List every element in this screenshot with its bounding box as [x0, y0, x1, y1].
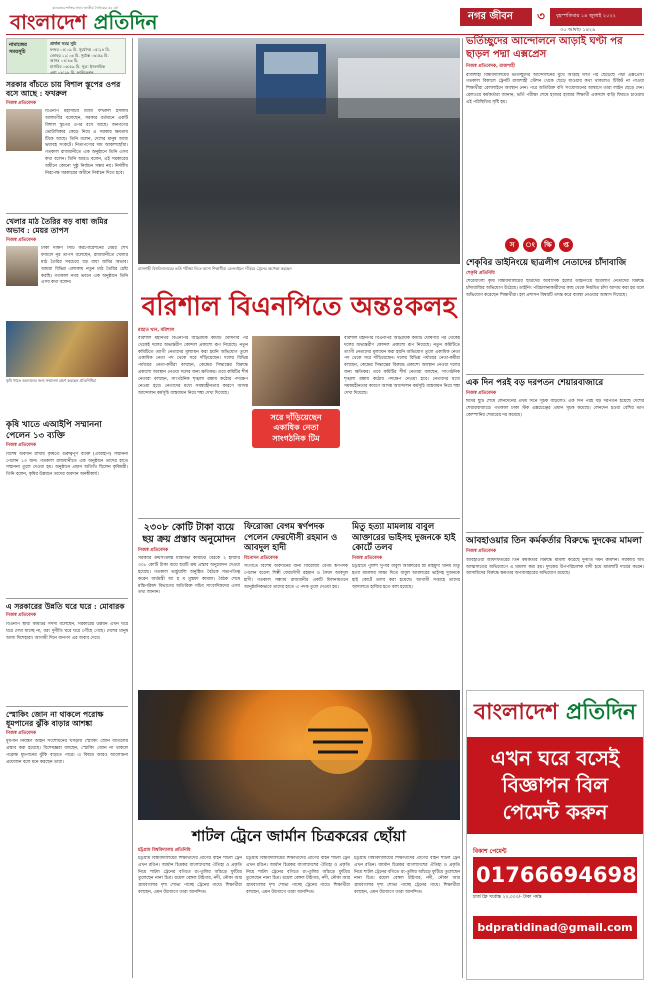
column-divider: [132, 38, 133, 978]
byline: নিজস্ব প্রতিবেদক: [466, 390, 497, 396]
prayer-title: প্রার্থনা সময় সূচি: [50, 41, 77, 46]
byline: চট্টগ্রাম বিশ্ববিদ্যালয় প্রতিনিধি: [138, 848, 191, 853]
headline: ভর্তিচ্ছুদের আন্দোলনে আড়াই ঘণ্টা পর ছাড়ল পদ্মা এক্সপ্রেস: [466, 36, 623, 60]
sankhepe-letter: প্ত: [559, 238, 573, 252]
divider: [6, 598, 128, 599]
masthead-rule: [6, 34, 644, 35]
masthead-title-b: প্রতিদিন: [93, 10, 158, 35]
callout-box: সরে দাঁড়িয়েছেন একাধিক নেতা সাংগঠনিক টিম: [252, 409, 340, 448]
article-body: আবহাওয়া অধিদফতরের তিন কর্মকর্তার বিরুদ্ধে মামলা করেছে দুর্নীতি দমন কমিশন। সরকারি অর্থ আত্মসাতের অভিযোগে এ মামলা করা হয়। দুদকের উপপরিচালক বাদী হয়ে মামলাটি দায়ের করেন। আসামিদের বিরুদ্ধে ক্ষমতার অপব্যবহারের অভিযোগ রয়েছে।: [466, 557, 644, 577]
leaders-photo: [252, 336, 340, 406]
masthead-tagline: মানবতার শক্তির সাথে জাতীয় দৈনিকের ৩৫ বর্ষ: [52, 6, 118, 10]
ad-logo-a: বাংলাদেশ: [473, 699, 559, 725]
article-body: ধূমপান নিয়ন্ত্রণ আইন সংশোধনের খসড়ায় স্মোকিং জোন বাতিলের প্রস্তাব করা হয়েছে। বিশেষজ্ঞরা বলছেন, স্মোকিং জোন না থাকলে পরোক্ষ ধূমপানের ঝুঁকি বাড়তে পারে। এ বিষয়ে আরও আলোচনা প্রয়োজন বলে মনে করছেন তারা।: [6, 739, 128, 765]
photo-caption: কৃষি খাতে অবদানের জন্য সম্মাননা গ্রহণ করছেন প্রতিনিধিরা: [6, 378, 96, 384]
headline: ফিরোজা বেগম স্বর্ণপদক পেলেন ফেরদৌসী রহমান ও আবদুল হাদী: [244, 522, 338, 554]
sankhepe-banner: [505, 238, 573, 252]
sankhepe-letter: ং: [523, 238, 537, 252]
ad-logo: [467, 697, 643, 729]
issue-date: বৃহস্পতিবার ১৪ জুলাই ২০২২: [556, 13, 616, 20]
section-bar: [460, 8, 642, 26]
article-body: ঈদের ছুটি শেষে লেনদেনের প্রথম দিনে সূচক বাড়লেও এক দিন পরই বড় দরপতন হয়েছে দেশের শেয়ারবাজারে। গতকাল ঢাকা স্টক এক্সচেঞ্জের প্রধান সূচক কমেছে। লেনদেন হওয়া বেশির ভাগ কোম্পানির শেয়ারের দর কমেছে।: [466, 399, 644, 418]
article-ferdousi[interactable]: [244, 522, 348, 694]
headline: খেলার মাঠ তৈরির বড় বাধা জমির অভাব : মেয়র তাপস: [6, 217, 108, 236]
prayer-label-1: নামাজের: [9, 42, 27, 48]
prayer-row: এশা ০৮:২৮ মি. ফাউন্ডেশন: [50, 69, 94, 75]
page-number: ৩: [532, 8, 550, 26]
article-barishal[interactable]: [138, 292, 460, 323]
byline: বিনোদন প্রতিবেদক: [244, 555, 279, 561]
train-crowd-illustration: [138, 38, 460, 264]
byline: নিজস্ব প্রতিবেদক: [6, 730, 37, 736]
article-smoking[interactable]: [6, 710, 128, 983]
article-body: সরকারি ক্রয়সংক্রান্ত মন্ত্রিসভা কমিটির বৈঠকে ২ হাজার ৩০৮ কোটি টাকা ব্যয়ে ছয়টি ক্রয় প্রস্তাব অনুমোদন দেওয়া হয়েছে। গতকাল ভার্চুয়ালি অনুষ্ঠিত বৈঠকে সভাপতিত্ব করেন অর্থমন্ত্রী আ হ ম মুস্তফা কামাল। বৈঠক শেষে মন্ত্রিপরিষদ বিভাগের অতিরিক্ত সচিব সাংবাদিকদের এসব তথ্য জানান।: [138, 556, 240, 596]
portrait-photo: [6, 109, 42, 151]
ad-payment: [467, 848, 643, 902]
tiger-mural-illustration: [138, 690, 460, 820]
bkash-label: বিকাশ পেমেন্ট: [473, 847, 507, 855]
article-body: চট্টগ্রামে পুলিশ সুপার বাবুল আক্তারের স্ত্রী মাহমুদা খানম মিতু হত্যা মামলায় সাক্ষ্য দিতে বাবুল আক্তারের ভাইসহ দুজনকে হাই কোর্টে তলব করা হয়েছে। আগামী সপ্তাহে তাদের আদালতে হাজির হতে বলা হয়েছে।: [352, 564, 460, 590]
prayer-label-2: সময়সূচি: [9, 49, 26, 56]
byline: নিজস্ব প্রতিবেদক: [138, 547, 169, 553]
award-photo: [6, 321, 128, 377]
headline: শেকৃবির ডাইনিংয়ে ছাত্রলীগ নেতাদের চাঁদাবাজি: [466, 258, 627, 268]
masthead-logo[interactable]: [10, 6, 160, 35]
article-playground[interactable]: [6, 217, 128, 384]
divider: [466, 532, 644, 533]
ad-email[interactable]: bdpratidinad@gmail.com: [473, 916, 637, 940]
article-fakhrul[interactable]: [6, 80, 128, 205]
column-divider: [462, 38, 463, 978]
train-crowd-photo: [138, 38, 460, 264]
article-purchase[interactable]: [138, 522, 240, 694]
byline: নিজস্ব প্রতিবেদক: [352, 555, 383, 561]
article-body: বিএনপি স্থায়ী কমিটির সদস্য বলেছেন, সরকারের উন্নয়ন এখন ঘরে ঘরে দেখা যাচ্ছে না, বরং দুর্নীতি ঘরে ঘরে পৌঁছে গেছে। দেশের মানুষ আজ দিশেহারা। আগামী দিনে জনগণ এর জবাব দেবে।: [6, 621, 128, 641]
train-window: [264, 52, 318, 74]
sankhepe-letter: ক্ষি: [541, 238, 555, 252]
portrait-photo: [6, 246, 38, 286]
byline: শেকৃবি প্রতিনিধি: [466, 270, 495, 276]
article-weather-dudok[interactable]: [466, 536, 644, 684]
article-body: ঢাকা দক্ষিণ সিটি করপোরেশনের মেয়র শেখ ফজলে নূর তাপস বলেছেন, রাজধানীতে খেলার মাঠ তৈরির সবচেয়ে বড় বাধা জমির অভাব। আমরা বিভিন্ন এলাকায় নতুন মাঠ তৈরির চেষ্টা করছি। গতকাল নগর ভবনে এক অনুষ্ঠানে তিনি এসব কথা বলেন।: [41, 246, 128, 286]
article-body-cont2: চট্টগ্রাম বিশ্ববিদ্যালয়ের শিক্ষার্থীদের প্রাণের বাহন শাটল ট্রেন এখন রঙিন। জার্মান চিত্রকর বাংলাদেশের ঐতিহ্য ও প্রকৃতি নিয়ে শাটল ট্রেনের বগিতে রং-তুলির আঁচড়ে ফুটিয়ে তুলেছেন নানা চিত্র। রয়েল বেঙ্গল টাইগার, নদী, নৌকা আর গ্রামবাংলার দৃশ্য শোভা পাচ্ছে ট্রেনের গায়ে। শিক্ষার্থীরা বলছেন, এমন উদ্যোগে তারা আনন্দিত।: [354, 856, 460, 896]
article-shekrubi[interactable]: [466, 258, 644, 377]
prayer-times-box: [6, 38, 126, 74]
headline: এক দিন পরই বড় দরপতন শেয়ারবাজারে: [466, 378, 604, 388]
byline: নিজস্ব প্রতিবেদক: [466, 549, 497, 555]
bnp-leaders-photo: [252, 336, 340, 446]
headline: সরকার বাঁচতে চায় বিশাল স্তূপের ওপর বসে আছে : ফখরুল: [6, 80, 121, 99]
sankhepe-letter: স: [505, 238, 519, 252]
prayer-row: মাগরিব ০৬:৫৯ মি. সূত্র: ইসলামিক: [50, 64, 105, 70]
byline: নিজস্ব প্রতিবেদক: [6, 100, 37, 106]
article-body: চট্টগ্রাম বিশ্ববিদ্যালয়ের শিক্ষার্থীদের প্রাণের বাহন শাটল ট্রেন এখন রঙিন। জার্মান চিত্রকর বাংলাদেশের ঐতিহ্য ও প্রকৃতি নিয়ে শাটল ট্রেনের বগিতে রং-তুলির আঁচড়ে ফুটিয়ে তুলেছেন নানা চিত্র। রয়েল বেঙ্গল টাইগার, নদী, নৌকা আর গ্রামবাংলার দৃশ্য শোভা পাচ্ছে ট্রেনের গায়ে। শিক্ষার্থীরা বলছেন, এমন উদ্যোগে তারা আনন্দিত।: [138, 856, 242, 896]
headline: ২৩০৮ কোটি টাকা ব্যয়ে ছয় ক্রয় প্রস্তাব অনুমোদন: [142, 522, 236, 545]
prayer-table: [47, 39, 125, 73]
prayer-label: [7, 39, 47, 73]
prayer-row: জোহর ১২:০৬ মি. সূর্যাস্ত ০৬:৫৯ মি.: [50, 52, 109, 58]
headline: এ সরকারের উন্নতি ঘরে ঘরে : মোবারক: [6, 602, 125, 611]
article-share-market[interactable]: [466, 378, 644, 529]
train-body: [138, 760, 460, 820]
masthead-title-a: বাংলাদেশ: [10, 10, 94, 35]
article-body-cont: চট্টগ্রাম বিশ্ববিদ্যালয়ের শিক্ষার্থীদের প্রাণের বাহন শাটল ট্রেন এখন রঙিন। জার্মান চিত্রকর বাংলাদেশের ঐতিহ্য ও প্রকৃতি নিয়ে শাটল ট্রেনের বগিতে রং-তুলির আঁচড়ে ফুটিয়ে তুলেছেন নানা চিত্র। রয়েল বেঙ্গল টাইগার, নদী, নৌকা আর গ্রামবাংলার দৃশ্য শোভা পাচ্ছে ট্রেনের গায়ে। শিক্ষার্থীরা বলছেন, এমন উদ্যোগে তারা আনন্দিত।: [246, 856, 350, 896]
article-mitu[interactable]: [352, 522, 460, 694]
charge-note: চার্জ ফ্রি সর্বোচ্চ ২০,০০০/- টাকা পর্যন্ত: [473, 895, 542, 901]
article-body: রাজশাহী বিশ্ববিদ্যালয়ের ভর্তিচ্ছুদের আন্দোলনের মুখে আড়াই ঘণ্টা পর ছেড়েছে পদ্মা এক্সপ্রেস। গতকাল বিকালে ট্রেনটি রাজশাহী স্টেশন থেকে ছেড়ে যাওয়ার কথা থাকলেও টিকিট না পাওয়া শিক্ষার্থীরা রেললাইনে অবস্থান নেন। পরে অতিরিক্ত বগি সংযোজনের আশ্বাসে তারা লাইন ছেড়ে দেন। রেলওয়ে কর্মকর্তারা জানান, ভর্তি পরীক্ষা শেষে হাজার হাজার শিক্ষার্থী একসঙ্গে বাড়ি ফিরতে চাওয়ায় এই পরিস্থিতির সৃষ্টি হয়।: [466, 72, 644, 105]
headline: আবহাওয়ার তিন কর্মকর্তার বিরুদ্ধে দুদকের মামলা: [466, 536, 642, 546]
article-body: বিশেষ অবদান রাখায় কৃষিতে গুরুত্বপূর্ণ ব্যক্তি (এআইপি) সম্মাননা পেলেন ১৩ জন। গতকাল রাজধানীতে এক অনুষ্ঠানে তাদের হাতে সম্মাননা তুলে দেওয়া হয়। অনুষ্ঠানে প্রধান অতিথি ছিলেন কৃষিমন্ত্রী। তিনি বলেন, কৃষির উন্নয়নে তাদের অবদান অনস্বীকার্য।: [6, 451, 128, 478]
headline: মিতু হত্যা মামলায় বাবুল আক্তারের ভাইসহ দুজনকে হাই কোর্টে তলব: [352, 522, 456, 554]
headline: স্মোকিং জোন না থাকলে পরোক্ষ ধূমপানের ঝুঁকি বাড়ার আশঙ্কা: [6, 710, 104, 729]
ad-banner: [467, 737, 643, 834]
issue-date-bangla: ৩০ আষাঢ় ১৪২৯: [560, 27, 596, 33]
article-mobarok[interactable]: [6, 602, 128, 712]
byline: নিজস্ব প্রতিবেদক: [6, 443, 37, 449]
headline: বরিশাল বিএনপিতে অন্তঃকলহ: [141, 292, 457, 322]
article-body: সংগীতে বিশেষ অবদানের জন্য ফিরোজা বেগম স্বর্ণপদক পেলেন বরেণ্য শিল্পী ফেরদৌসী রহমান ও সৈয়দ আবদুল হাদী। গতকাল সন্ধ্যায় রাজধানীর একটি মিলনায়তনে আনুষ্ঠানিকভাবে তাদের হাতে এ পদক তুলে দেওয়া হয়।: [244, 564, 348, 590]
article-body: বরিশাল মহানগর বিএনপির আহ্বায়ক কমিটি ঘোষণার পর থেকেই দলের অভ্যন্তরীণ কোন্দল প্রকাশ্যে রূপ নিয়েছে। নতুন কমিটিতে ত্যাগী নেতাদের মূল্যায়ন করা হয়নি অভিযোগ তুলে একাধিক নেতা পদ থেকে সরে দাঁড়িয়েছেন। দলের বিভিন্ন পর্যায়ের নেতা-কর্মীরা বলছেন, কেন্দ্রের সিদ্ধান্তের বিরুদ্ধে প্রকাশ্যে অবস্থান নেওয়া দলের জন্য ক্ষতিকর। তবে কমিটির শীর্ষ নেতারা বলছেন, সাংগঠনিক শৃঙ্খলা রক্ষায় কঠোর পদক্ষেপ নেওয়া হবে। নেতাদের মধ্যে সমন্বয়হীনতার কারণে আসন্ন আন্দোলন কর্মসূচি বাস্তবায়ন নিয়ে শঙ্কা দেখা দিয়েছে।: [138, 336, 248, 396]
divider: [138, 518, 460, 519]
ad-logo-b: প্রতিদিন: [565, 699, 637, 725]
article-body: বিএনপি মহাসচিব মির্জা ফখরুল ইসলাম আলমগীর বলেছেন, সরকার বর্তমানে একটি বিশাল স্তূপের ওপর বসে আছে। জনগণের ভোটাধিকার কেড়ে নিয়ে এ সরকার ক্ষমতায় টিকে আছে। তিনি বলেন, দেশের মানুষ আজ ভয়াবহ সংকটে। নিত্যপণ্যের দাম আকাশছোঁয়া। গতকাল রাজধানীতে এক অনুষ্ঠানে তিনি এসব কথা বলেন। তিনি আরও বলেন, এই সরকারের অধীনে কোনো সুষ্ঠু নির্বাচন সম্ভব নয়। নির্দলীয় নিরপেক্ষ সরকারের অধীনে নির্বাচন দিতে হবে।: [45, 109, 128, 176]
article-body: শেরেবাংলা কৃষি বিশ্ববিদ্যালয়ের ছাত্রদের আবাসিক হলের ডাইনিংয়ে ছাত্রলীগ নেতাদের বিরুদ্ধে চাঁদাবাজির অভিযোগ উঠেছে। ডাইনিং পরিচালনাকারীদের কাছ থেকে নিয়মিত চাঁদা আদায় করা হয় বলে অভিযোগ করেছেন শিক্ষার্থীরা। হল প্রশাসন বিষয়টি তদন্ত করে ব্যবস্থা নেওয়ার আশ্বাস দিয়েছে।: [466, 279, 644, 298]
headline: শাটল ট্রেনে জার্মান চিত্রকরের ছোঁয়া: [192, 827, 406, 845]
byline: নিজস্ব প্রতিবেদক: [6, 613, 37, 619]
painted-train-photo: [138, 690, 460, 820]
article-padma-express[interactable]: [466, 36, 644, 241]
article-award[interactable]: [6, 420, 128, 600]
byline: রাহাত খান, বরিশাল: [138, 328, 175, 333]
byline: নিজস্ব প্রতিবেদক, রাজশাহী: [466, 64, 515, 69]
ad-line: বিজ্ঞাপন বিল: [501, 772, 609, 797]
headline: কৃষি খাতে এআইপি সম্মাননা পেলেন ১৩ ব্যক্তি: [6, 420, 102, 441]
train-photo-caption: রাজশাহী বিশ্ববিদ্যালয়ের ভর্তি পরীক্ষা দিতে আসা শিক্ষার্থীরা রেললাইনে দাঁড়িয়ে ট্রেনের অপেক্ষা করছেন: [138, 266, 292, 271]
tiger-face: [304, 706, 372, 774]
ad-phone-number[interactable]: 01766694698: [473, 857, 637, 893]
article-body-cont: বরিশাল মহানগর বিএনপির আহ্বায়ক কমিটি ঘোষণার পর থেকেই দলের অভ্যন্তরীণ কোন্দল প্রকাশ্যে রূপ নিয়েছে। নতুন কমিটিতে ত্যাগী নেতাদের মূল্যায়ন করা হয়নি অভিযোগ তুলে একাধিক নেতা পদ থেকে সরে দাঁড়িয়েছেন। দলের বিভিন্ন পর্যায়ের নেতা-কর্মীরা বলছেন, কেন্দ্রের সিদ্ধান্তের বিরুদ্ধে প্রকাশ্যে অবস্থান নেওয়া দলের জন্য ক্ষতিকর। তবে কমিটির শীর্ষ নেতারা বলছেন, সাংগঠনিক শৃঙ্খলা রক্ষায় কঠোর পদক্ষেপ নেওয়া হবে। নেতাদের মধ্যে সমন্বয়হীনতার কারণে আসন্ন আন্দোলন কর্মসূচি বাস্তবায়ন নিয়ে শঙ্কা দেখা দিয়েছে।: [344, 336, 460, 396]
prayer-row: আসর ০৪:৪৩ মি.: [50, 58, 79, 64]
masthead-title: [10, 11, 160, 33]
ad-line: এখন ঘরে বসেই: [490, 745, 620, 770]
divider: [6, 213, 128, 214]
prayer-row: ফজর ০৪:০৯ মি. সূর্যোদয় ০৫:২৪ মি.: [50, 46, 110, 52]
section-name: নগর জীবন: [468, 10, 513, 22]
crowd-area: [138, 98, 460, 264]
advertisement[interactable]: [466, 690, 644, 980]
divider: [466, 374, 644, 375]
ad-line: পেমেন্ট করুন: [502, 799, 608, 824]
divider: [6, 706, 128, 707]
byline: নিজস্ব প্রতিবেদক: [6, 237, 37, 243]
